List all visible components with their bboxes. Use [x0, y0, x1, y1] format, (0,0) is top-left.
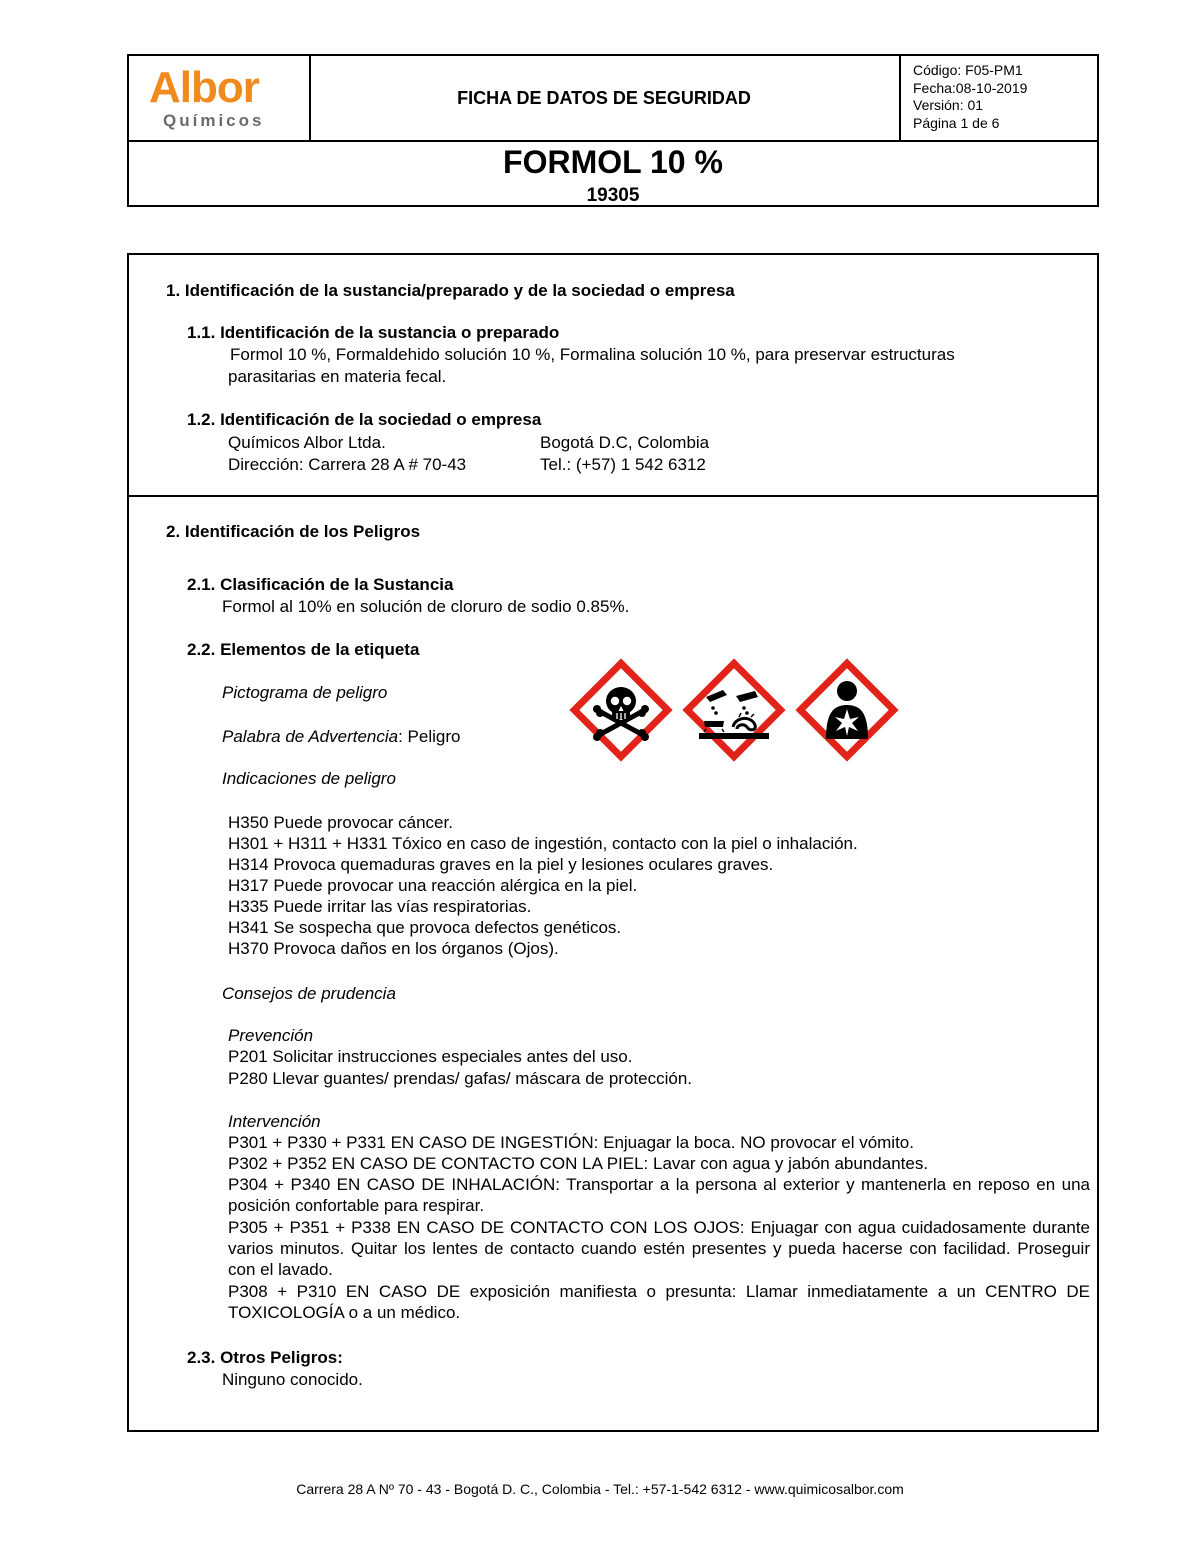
section2-title: 2. Identificación de los Peligros — [166, 522, 421, 541]
doc-code: Código: F05-PM1 — [913, 62, 1023, 78]
hazard-statement: H301 + H311 + H331 Tóxico en caso de ingestión, contacto con la piel o inhalación. — [228, 834, 858, 853]
company-name: Químicos Albor Ltda. — [228, 433, 386, 452]
doc-version: Versión: 01 — [913, 97, 984, 113]
ghs-pictograms — [566, 655, 914, 765]
page-footer: Carrera 28 A Nº 70 - 43 - Bogotá D. C., Colombia - Tel.: +57-1-542 6312 - www.quimicosalbor.com — [296, 1481, 904, 1497]
doc-date: Fecha:08-10-2019 — [913, 79, 1028, 96]
header-top-row — [129, 56, 1097, 142]
section1-1-title: 1.1. Identificación de la sustancia o preparado — [187, 323, 560, 342]
doc-page: Página 1 de 6 — [913, 114, 1000, 131]
corrosion-icon — [679, 655, 789, 765]
product-name: FORMOL 10 % — [503, 144, 723, 180]
section1-title: 1. Identificación de la sustancia/preparado y de la sociedad o empresa — [166, 281, 735, 300]
intervention-label: Intervención — [228, 1112, 321, 1131]
section2-1-title: 2.1. Clasificación de la Sustancia — [187, 575, 454, 594]
intervention-statement: P308 + P310 EN CASO DE exposición manifiesta o presunta: Llamar inmediatamente a un CENTRO DE TOXICOLOGÍA o a un médico. — [228, 1282, 1090, 1322]
hazard-statement: H370 Provoca daños en los órganos (Ojos). — [228, 939, 559, 958]
precaution-label: Consejos de prudencia — [222, 984, 396, 1003]
company-address: Dirección: Carrera 28 A # 70-43 — [228, 455, 467, 474]
prevention-label: Prevención — [228, 1026, 314, 1045]
hazard-statement: H314 Provoca quemaduras graves en la piel y lesiones oculares graves. — [228, 855, 774, 874]
logo-word: Albor — [149, 63, 259, 112]
signal-word-value: : Peligro — [398, 727, 461, 746]
product-description-line1: Formol 10 %, Formaldehido solución 10 %, Formalina solución 10 %, para preservar estructuras — [230, 345, 955, 364]
hazard-statement: H317 Puede provocar una reacción alérgica en la piel. — [228, 876, 638, 895]
prevention-statement: P201 Solicitar instrucciones especiales antes del uso. — [228, 1047, 633, 1066]
hazard-statements-label: Indicaciones de peligro — [222, 769, 396, 788]
company-phone: Tel.: (+57) 1 542 6312 — [540, 455, 706, 474]
section2-2-title: 2.2. Elementos de la etiqueta — [187, 640, 420, 659]
substance-classification: Formol al 10% en solución de cloruro de sodio 0.85%. — [222, 597, 630, 616]
section1-2-title: 1.2. Identificación de la sociedad o empresa — [187, 410, 542, 429]
hazard-statement: H341 Se sospecha que provoca defectos genéticos. — [228, 918, 622, 937]
signal-word — [222, 726, 460, 747]
prevention-statement: P280 Llevar guantes/ prendas/ gafas/ máscara de protección. — [228, 1069, 693, 1088]
product-description-line2: parasitarias en materia fecal. — [228, 367, 447, 386]
intervention-statement: P305 + P351 + P338 EN CASO DE CONTACTO CON LOS OJOS: Enjuagar con agua cuidadosamente durante varios minutos. Quitar los lentes de contacto cuando estén presentes y pueda hacerse con facilidad. Proseguir con el lavado. — [228, 1218, 1090, 1279]
company-city: Bogotá D.C, Colombia — [540, 433, 710, 452]
document-header — [127, 54, 1099, 207]
company-logo — [129, 56, 311, 140]
health-hazard-icon — [792, 655, 902, 765]
document-meta — [913, 62, 1027, 132]
intervention-statement: P304 + P340 EN CASO DE INHALACIÓN: Transportar a la persona al exterior y mantenerla en reposo en una posición confortable para respirar. — [228, 1175, 1090, 1215]
document-title: FICHA DE DATOS DE SEGURIDAD — [309, 56, 901, 140]
product-code: 19305 — [586, 185, 640, 206]
intervention-statement: P301 + P330 + P331 EN CASO DE INGESTIÓN: Enjuagar la boca. NO provocar el vómito. — [228, 1133, 914, 1152]
section-identification — [127, 253, 1099, 496]
section2-3-title: 2.3. Otros Peligros: — [187, 1348, 343, 1367]
section-hazards — [127, 495, 1099, 1432]
pictogram-label: Pictograma de peligro — [222, 683, 388, 702]
hazard-statement: H335 Puede irritar las vías respiratorias. — [228, 897, 532, 916]
other-hazards: Ninguno conocido. — [222, 1370, 363, 1389]
logo-subtitle: Químicos — [163, 111, 265, 130]
hazard-statement: H350 Puede provocar cáncer. — [228, 813, 453, 832]
skull-crossbones-icon — [566, 655, 676, 765]
intervention-statement: P302 + P352 EN CASO DE CONTACTO CON LA PIEL: Lavar con agua y jabón abundantes. — [228, 1154, 929, 1173]
signal-word-label: Palabra de Advertencia — [222, 727, 399, 746]
